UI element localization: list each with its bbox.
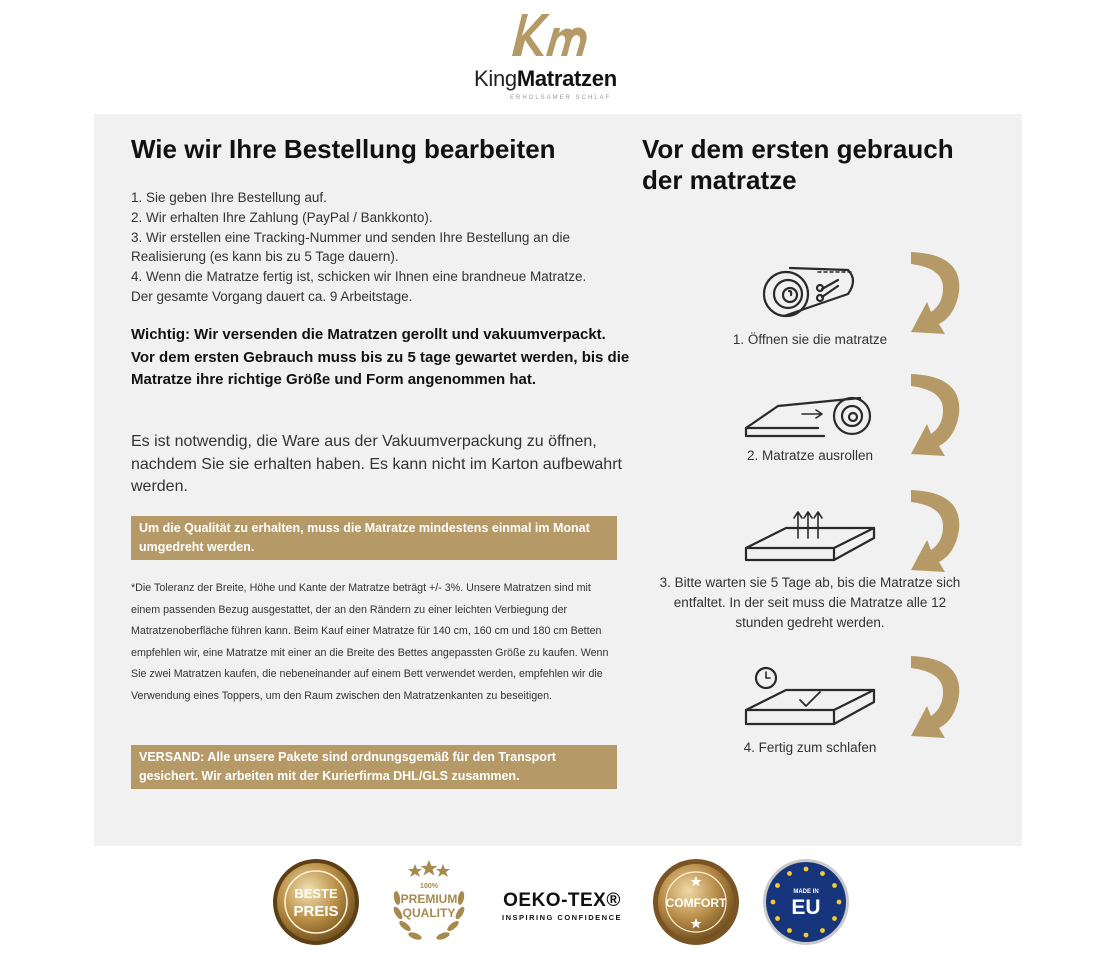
shipping-banner: VERSAND: Alle unsere Pakete sind ordnungsgemäß für den Transport gesichert. Wir arbeiten mit der Kurierfirma DHL/GLS zusammen. (131, 745, 617, 789)
brand-name-bold: Matratzen (516, 66, 617, 91)
first-use-title: Vor dem ersten gebrauch der matratze (642, 134, 954, 195)
premium-line1: PREMIUM (400, 892, 458, 906)
premium-quality-badge (385, 858, 473, 946)
eu-big-label: EU (791, 896, 821, 919)
brand-logo[interactable] (470, 8, 650, 100)
order-step-line: Realisierung (es kann bis zu 5 Tage dauern). (131, 249, 399, 265)
first-use-step-caption: 4. Fertig zum schlafen (743, 740, 877, 755)
brand-tagline: ERHOLSAMER SCHLAF (510, 95, 612, 101)
oeko-tex-badge (497, 890, 627, 922)
unrolling-mattress-icon (742, 392, 876, 440)
first-use-step-caption: 1. Öffnen sie die matratze (732, 332, 888, 347)
order-step-line: 1. Sie geben Ihre Bestellung auf. (131, 190, 327, 205)
curved-arrow-down-icon (905, 368, 967, 458)
order-step-line: 2. Wir erhalten Ihre Zahlung (PayPal / Bankkonto). (131, 209, 433, 225)
curved-arrow-down-icon (905, 484, 967, 574)
order-steps-list (131, 188, 611, 307)
expanding-mattress-icon (742, 508, 878, 564)
curved-arrow-down-icon (905, 246, 967, 336)
ready-mattress-clock-icon (742, 664, 878, 728)
comfort-badge (652, 858, 740, 946)
order-step-line: Der gesamte Vorgang dauert ca. 9 Arbeitstage. (131, 288, 413, 304)
order-step-line: 3. Wir erstellen eine Tracking-Nummer und senden Ihre Bestellung an die (131, 229, 570, 245)
tolerance-fineprint: *Die Toleranz der Breite, Höhe und Kante der Matratze beträgt +/- 3%. Unsere Matratzen sind mit einem passenden Bezug ausgestattet, der an den Rändern zu einer leichten Verbiegung der Matratzenoberfläche führen kann. Beim Kauf einer Matratze für 140 cm, 160 cm und 180 cm Betten empfehlen wir, eine Matratze mit einer an die Breite des Bettes angepassten Größe zu kaufen. Wenn Sie zwei Matratzen kaufen, die nebeneinander auf einem Bett verwendet werden, empfehlen wir die Verwendung eines Toppers, um den Raum zwischen den Matratzenkanten zu beseitigen. (131, 582, 609, 702)
premium-top: 100% (420, 883, 438, 890)
oeko-tex-main: OEKO-TEX® (503, 890, 621, 911)
eu-small-label: MADE IN (793, 889, 819, 895)
premium-line2: QUALITY (402, 906, 456, 920)
first-use-step-caption: 3. Bitte warten sie 5 Tage ab, bis die Matratze sich entfaltet. In der seit muss die Matratze alle 12 stunden gedreht werden. (659, 575, 961, 630)
km-monogram-icon (508, 8, 598, 58)
beste-preis-line2: PREIS (293, 903, 339, 920)
comfort-label: COMFORT (665, 896, 727, 910)
curved-arrow-down-icon (905, 650, 967, 740)
rolled-mattress-scissors-icon (760, 258, 860, 320)
quality-banner: Um die Qualität zu erhalten, muss die Matratze mindestens einmal im Monat umgedreht werden. (131, 516, 617, 560)
first-use-step-caption: 2. Matratze ausrollen (746, 448, 874, 463)
unpacking-note: Es ist notwendig, die Ware aus der Vakuumverpackung zu öffnen, nachdem Sie sie erhalten haben. Es kann nicht im Karton aufbewahrt werden. (131, 433, 622, 495)
important-notice: Wichtig: Wir versenden die Matratzen gerollt und vakuumverpackt. Vor dem ersten Gebrauch muss bis zu 5 tage gewartet werden, bis die Matratze ihre richtige Größe und Form angenommen hat. (131, 326, 630, 388)
order-process-title: Wie wir Ihre Bestellung bearbeiten (131, 134, 556, 164)
order-step-line: 4. Wenn die Matratze fertig ist, schicken wir Ihnen eine brandneue Matratze. (131, 269, 587, 285)
made-in-eu-badge (762, 858, 850, 946)
beste-preis-badge (272, 858, 360, 946)
brand-name-light: King (474, 66, 517, 91)
brand-name (474, 66, 617, 92)
beste-preis-line1: BESTE (294, 886, 338, 901)
oeko-tex-sub: INSPIRING CONFIDENCE (501, 913, 622, 922)
